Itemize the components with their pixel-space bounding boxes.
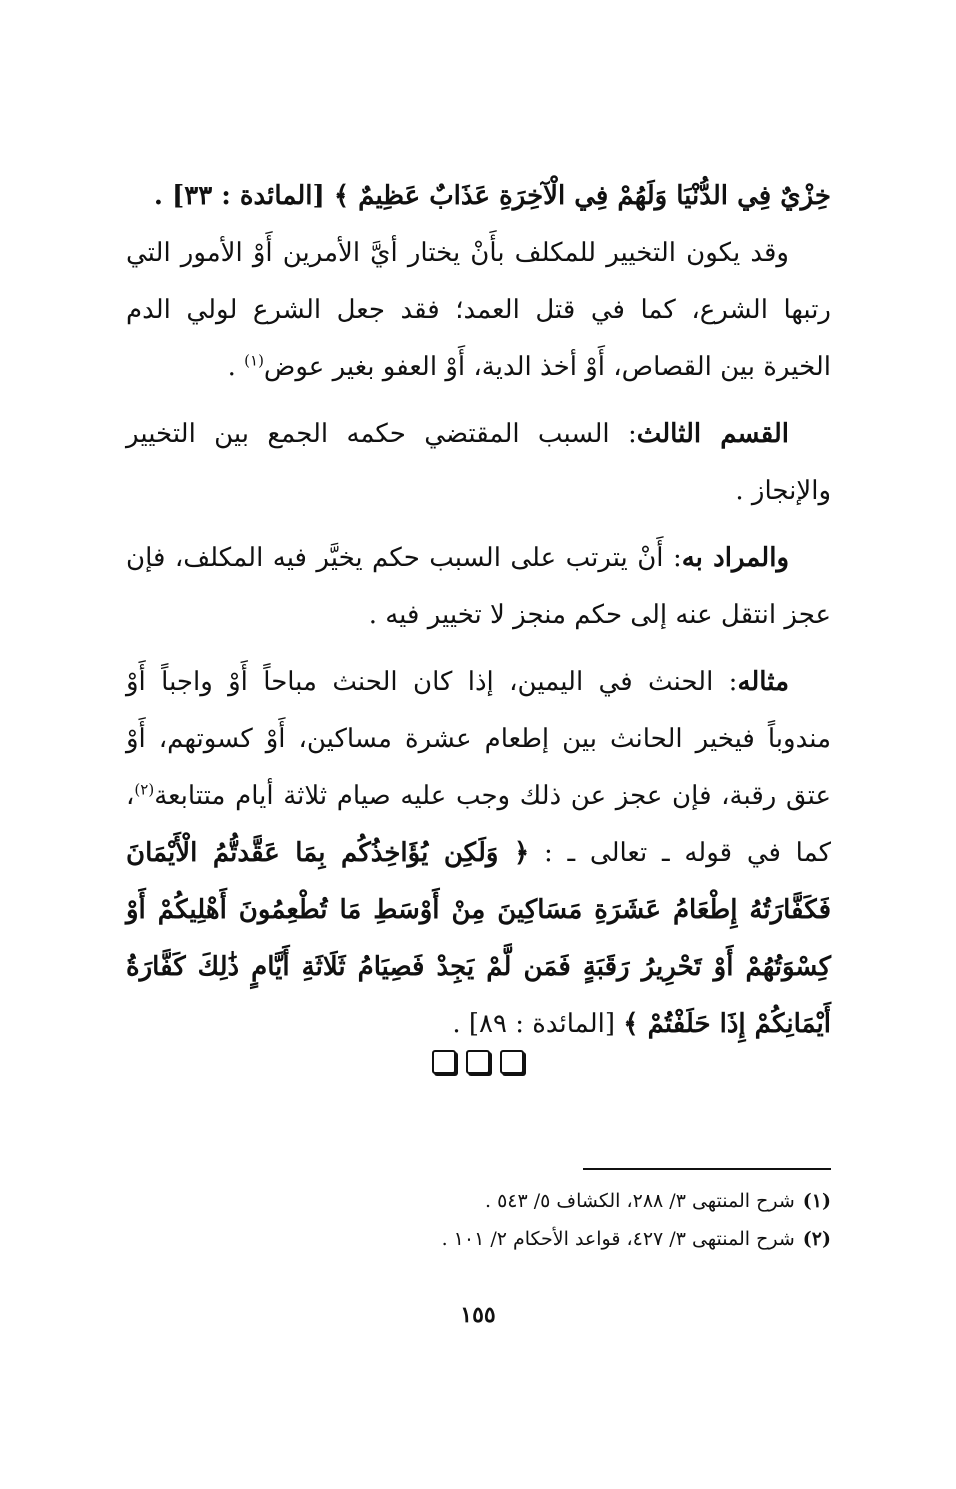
footnote-ref-2[interactable]: (٢) xyxy=(134,780,155,799)
footnote-2 xyxy=(300,1220,831,1258)
verse-citation: [المائدة : ٨٩] . xyxy=(452,1009,624,1039)
footnote-text: شرح المنتهى ٣/ ٢٨٨، الكشاف ٥/ ٥٤٣ . xyxy=(485,1190,795,1212)
paragraph-text: : الحنث في اليمين، إذا كان الحنث مباحاً أَوْ واجباً أَوْ مندوباً فيخير الحانث بين إطعام عشرة مساكين، أَوْ كسوتهم، أَوْ عتق رقبة، فإن عجز عن ذلك وجب عليه صيام ثلاثة أيام متتابعة xyxy=(126,667,831,811)
lead-meaning: والمراد به xyxy=(681,543,789,573)
footnote-1 xyxy=(300,1182,831,1220)
paragraph-text: : أَنْ يترتب على السبب حكم يخيَّر فيه المكلف، فإن عجز انتقل عنه إلى حكم منجز لا تخيير فيه . xyxy=(126,543,831,630)
square-ornament-icon xyxy=(500,1050,524,1074)
footnote-text: شرح المنتهى ٣/ ٤٢٧، قواعد الأحكام ٢/ ١٠١ . xyxy=(441,1228,795,1250)
paragraph-text: : السبب المقتضي حكمه الجمع بين التخيير والإنجاز . xyxy=(126,419,831,506)
paragraph-example xyxy=(126,654,831,1053)
section-heading-third: القسم الثالث xyxy=(636,419,789,449)
footnote-number: (٢) xyxy=(802,1228,831,1250)
paragraph-meaning xyxy=(126,530,831,644)
paragraph-end: . xyxy=(227,352,245,382)
paragraph-text: وقد يكون التخيير للمكلف بأَنْ يختار أيَّ الأمرين أَوْ الأمور التي رتبها الشرع، كما في قتل العمد؛ فقد جعل الشرع لولي الدم الخيرة بين القصاص، أَوْ أخذ الدية، أَوْ العفو بغير عوض xyxy=(126,238,831,382)
quran-verse-fragment: خِزْيٌ فِي الدُّنْيَا وَلَهُمْ فِي الْآخِرَةِ عَذَابٌ عَظِيمٌ ﴾ [المائدة : ٣٣] . xyxy=(153,181,831,211)
paragraph-choice-for-mukallaf xyxy=(126,225,831,396)
footnote-number: (١) xyxy=(802,1190,831,1212)
paragraph-third-section xyxy=(126,406,831,520)
quran-verse-kaffarah: ﴿ وَلَكِن يُؤَاخِذُكُم بِمَا عَقَّدتُّمُ الْأَيْمَانَ فَكَفَّارَتُهُ إِطْعَامُ عَشَرَةِ مَسَاكِينَ مِنْ أَوْسَطِ مَا تُطْعِمُونَ أَهْلِيكُمْ أَوْ كِسْوَتُهُمْ أَوْ تَحْرِيرُ رَقَبَةٍ فَمَن لَّمْ يَجِدْ فَصِيَامُ ثَلَاثَةِ أَيَّامٍ ذَٰلِكَ كَفَّارَةُ أَيْمَانِكُمْ إِذَا حَلَفْتُمْ ﴾ xyxy=(126,838,831,1039)
square-ornament-icon xyxy=(466,1050,490,1074)
lead-example: مثاله xyxy=(737,667,789,697)
main-text xyxy=(126,168,831,1053)
footnote-ref-1[interactable]: (١) xyxy=(244,351,264,370)
paragraph-mid: ، كما في قوله ـ تعالى ـ : xyxy=(126,781,832,868)
footnote-divider xyxy=(583,1168,831,1170)
page-number: ١٥٥ xyxy=(460,1302,496,1328)
section-ornament xyxy=(0,1050,956,1074)
footnotes xyxy=(300,1182,831,1258)
square-ornament-icon xyxy=(432,1050,456,1074)
